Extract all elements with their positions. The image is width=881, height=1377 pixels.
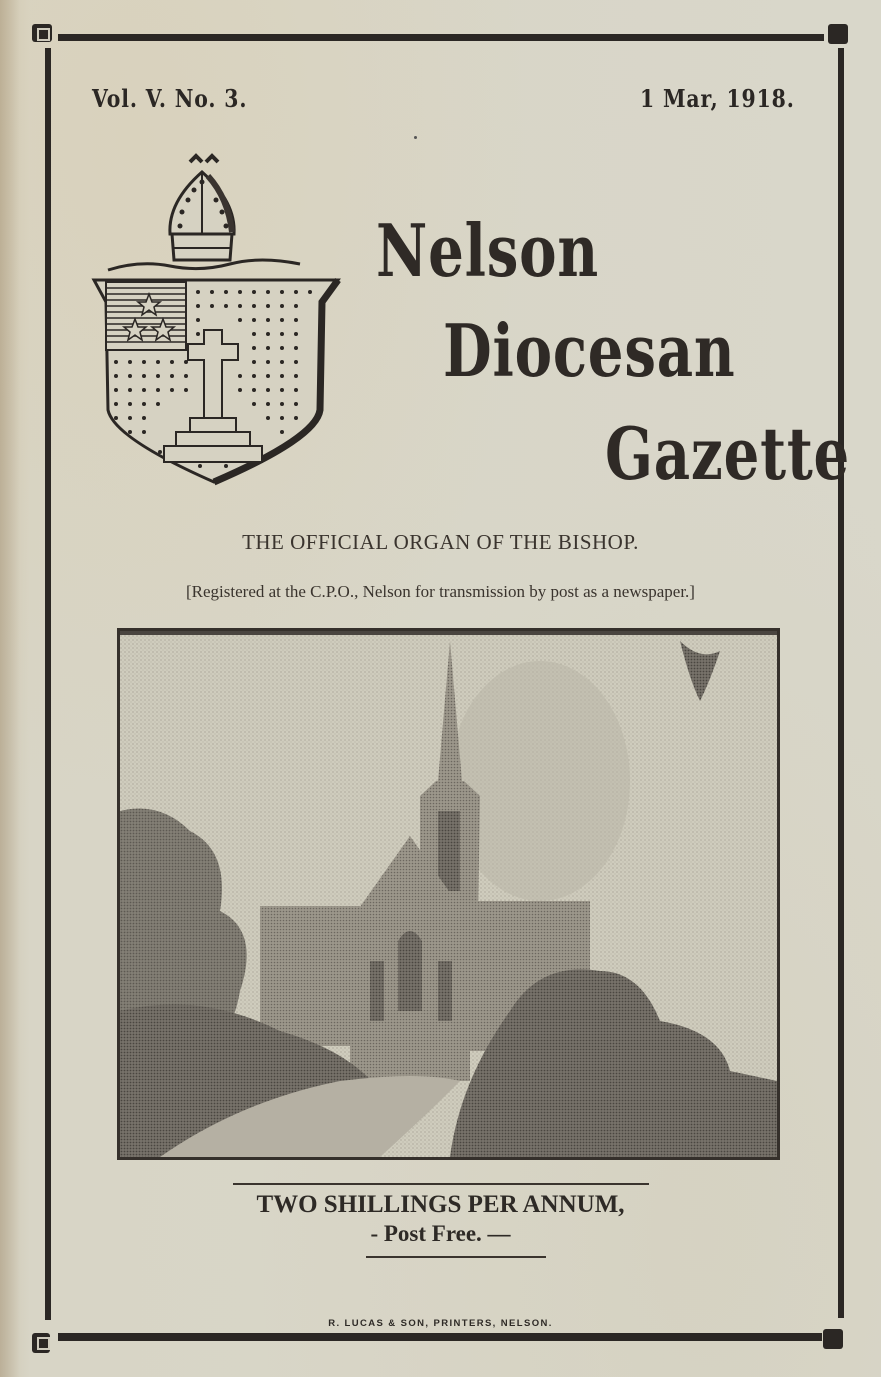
registration-notice: [Registered at the C.P.O., Nelson for transmission by post as a newspaper.] bbox=[186, 582, 695, 601]
frame-rule-right bbox=[838, 48, 844, 1318]
frame-corner-ornament bbox=[823, 1329, 843, 1349]
issue-date: 1 Mar, 1918. bbox=[640, 84, 795, 113]
church-photograph bbox=[117, 628, 780, 1160]
frame-corner-ornament bbox=[32, 24, 52, 42]
official-organ-subtitle: THE OFFICIAL ORGAN OF THE BISHOP. bbox=[242, 530, 639, 554]
frame-corner-ornament bbox=[828, 24, 848, 44]
frame-corner-ornament bbox=[32, 1333, 50, 1353]
masthead-nelson: Nelson bbox=[376, 208, 599, 293]
subscription-price: TWO SHILLINGS PER ANNUM, bbox=[256, 1191, 625, 1218]
church-image bbox=[120, 631, 777, 1157]
printer-imprint: R. LUCAS & SON, PRINTERS, NELSON. bbox=[328, 1318, 553, 1329]
frame-rule-left bbox=[45, 48, 51, 1320]
post-free-note: - Post Free. — bbox=[370, 1221, 511, 1246]
frame-rule-bottom bbox=[58, 1333, 822, 1341]
print-speck bbox=[414, 136, 417, 139]
issue-number: Vol. V. No. 3. bbox=[92, 84, 248, 113]
diocesan-crest-icon bbox=[90, 152, 342, 488]
binding-shadow bbox=[0, 0, 20, 1377]
price-divider-bottom bbox=[366, 1256, 546, 1258]
masthead-diocesan: Diocesan bbox=[443, 308, 736, 393]
price-divider-top bbox=[233, 1183, 649, 1185]
frame-rule-top bbox=[58, 34, 824, 41]
masthead-gazette: Gazette bbox=[605, 411, 851, 496]
